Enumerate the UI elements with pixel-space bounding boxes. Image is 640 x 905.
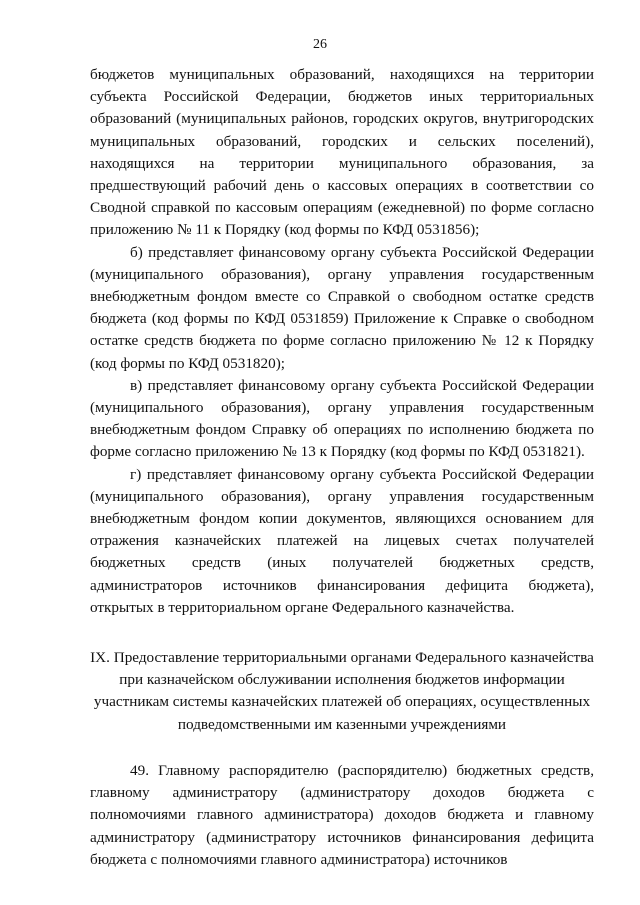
paragraph-item-b: б) представляет финансовому органу субъекта Российской Федерации (муниципального образования), органу управления государственным внебюджетным фондом вместе со Справкой о свободном остатке средств бюджета (код формы по КФД 0531859) Приложение к Справке о свободном остатке средств бюджета по форме согласно приложению № 12 к Порядку (код формы по КФД 0531820); [90, 243, 594, 372]
paragraph-item-g: г) представляет финансовому органу субъекта Российской Федерации (муниципального образования), органу управления государственным внебюджетным фондом копии документов, являющихся основанием для отражения казначейских платежей на лицевых счетах получателей бюджетных средств (иных получателей бюджетных средств, администраторов источников финансирования дефицита бюджета), открытых в территориальном органе Федерального казначейства. [90, 465, 594, 616]
paragraph-49: 49. Главному распорядителю (распорядителю) бюджетных средств, главному администратору (администратору доходов бюджета с полномочиями главного администратора) доходов бюджета и главному администратору (администратору источников финансирования дефицита бюджета с полномочиями главного администратора) источников [90, 761, 594, 868]
document-body [90, 64, 594, 871]
section-heading-line: при казначейском обслуживании исполнения бюджетов информации [119, 671, 565, 689]
section-heading-line: IX. Предоставление территориальными органами Федерального казначейства [90, 649, 594, 667]
section-heading [90, 647, 594, 736]
paragraph-item-v: в) представляет финансовому органу субъекта Российской Федерации (муниципального образования), органу управления государственным внебюджетным фондом Справку об операциях по исполнению бюджета по форме согласно приложению № 13 к Порядку (код формы по КФД 0531821). [90, 376, 594, 461]
page-number: 26 [313, 37, 327, 52]
paragraph-continuation: бюджетов муниципальных образований, находящихся на территории субъекта Российской Федерации, бюджетов иных территориальных образований (муниципальных районов, городских округов, внутригородских муниципальных образований, городских и сельских поселений), находящихся на территории муниципального образования, за предшествующий рабочий день о кассовых операциях в соответствии со Сводной справкой по кассовым операциям (ежедневной) по форме согласно приложению № 11 к Порядку (код формы по КФД 0531856); [90, 66, 594, 239]
section-heading-line: участникам системы казначейских платежей об операциях, осуществленных [93, 693, 591, 711]
section-heading-line: подведомственными им казенными учреждениями [177, 715, 507, 733]
